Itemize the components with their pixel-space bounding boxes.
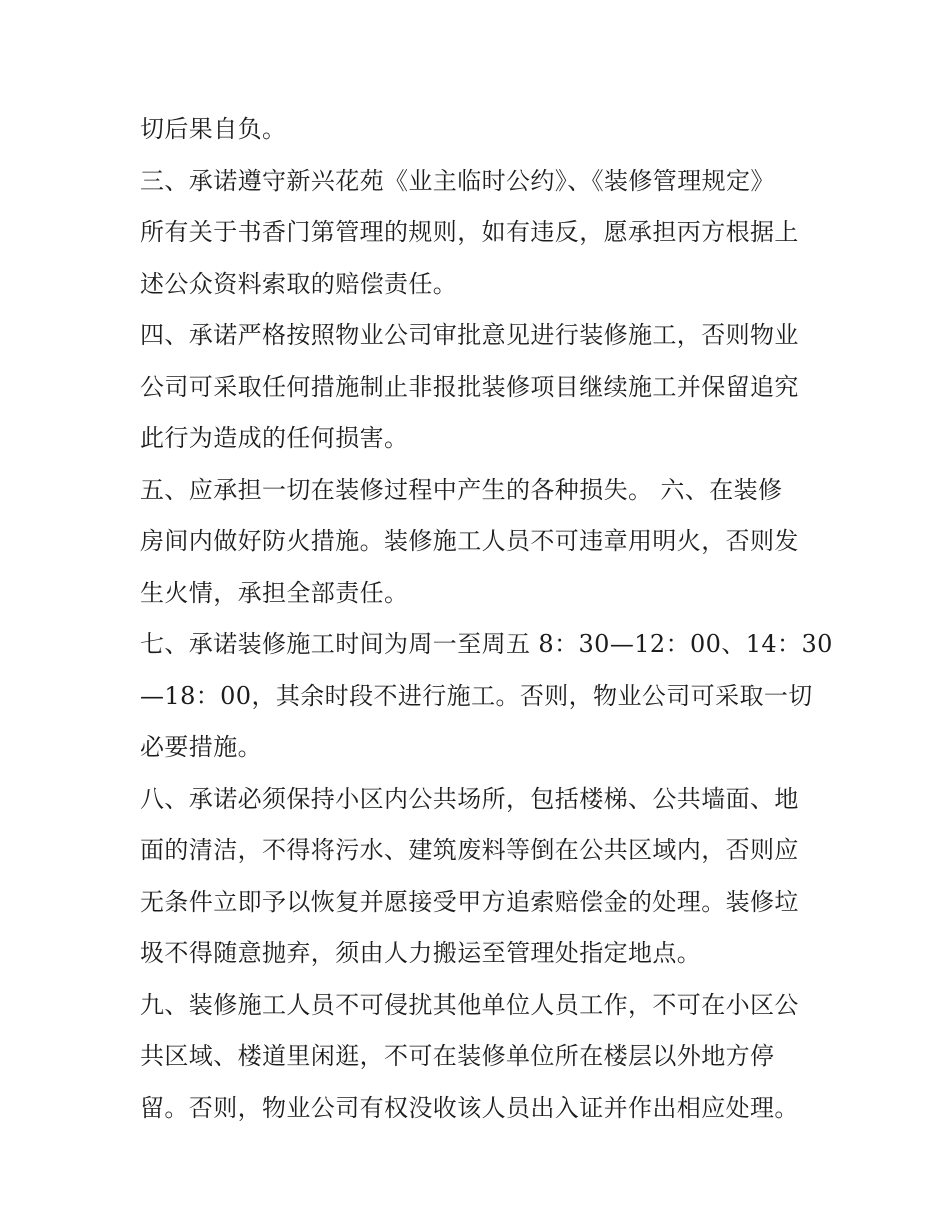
text-line: 所有关于书香门第管理的规则，如有违反，愿承担丙方根据上 [140, 218, 799, 246]
text-line: 无条件立即予以恢复并愿接受甲方追索赔偿金的处理。装修垃 [140, 887, 799, 916]
text-line: 公司可采取任何措施制止非报批装修项目继续施工并保留追究 [140, 372, 799, 401]
text-line: 八、承诺必须保持小区内公共场所，包括楼梯、公共墙面、地 [140, 784, 799, 813]
text-line: 共区域、楼道里闲逛，不可在装修单位所在楼层以外地方停 [140, 1042, 775, 1070]
text-line: 四、承诺严格按照物业公司审批意见进行装修施工，否则物业 [140, 321, 799, 349]
text-line: 五、应承担一切在装修过程中产生的各种损失。 六、在装修 [140, 475, 783, 504]
text-line: 面的清洁，不得将污水、建筑废料等倒在公共区域内，否则应 [140, 836, 799, 864]
text-line: 三、承诺遵守新兴花苑《业主临时公约》、《装修管理规定》 [140, 166, 775, 195]
text-line: 此行为造成的任何损害。 [140, 424, 409, 452]
text-line: 房间内做好防火措施。装修施工人员不可违章用明火，否则发 [140, 527, 799, 555]
text-line: 九、装修施工人员不可侵扰其他单位人员工作，不可在小区公 [140, 990, 799, 1019]
text-line: 述公众资料索取的赔偿责任。 [140, 269, 458, 298]
document-page [140, 104, 833, 1134]
text-line: —18：00，其余时段不进行施工。否则，物业公司可采取一切 [140, 681, 813, 710]
text-line: 留。否则，物业公司有权没收该人员出入证并作出相应处理。 [140, 1093, 799, 1122]
text-line: 圾不得随意抛弃，须由人力搬运至管理处指定地点。 [140, 939, 702, 967]
text-line: 必要措施。 [140, 733, 262, 761]
text-line: 切后果自负。 [140, 115, 287, 143]
text-line: 生火情，承担全部责任。 [140, 578, 409, 607]
text-line: 七、承诺装修施工时间为周一至周五 8：30—12：00、14：30 [140, 630, 833, 658]
